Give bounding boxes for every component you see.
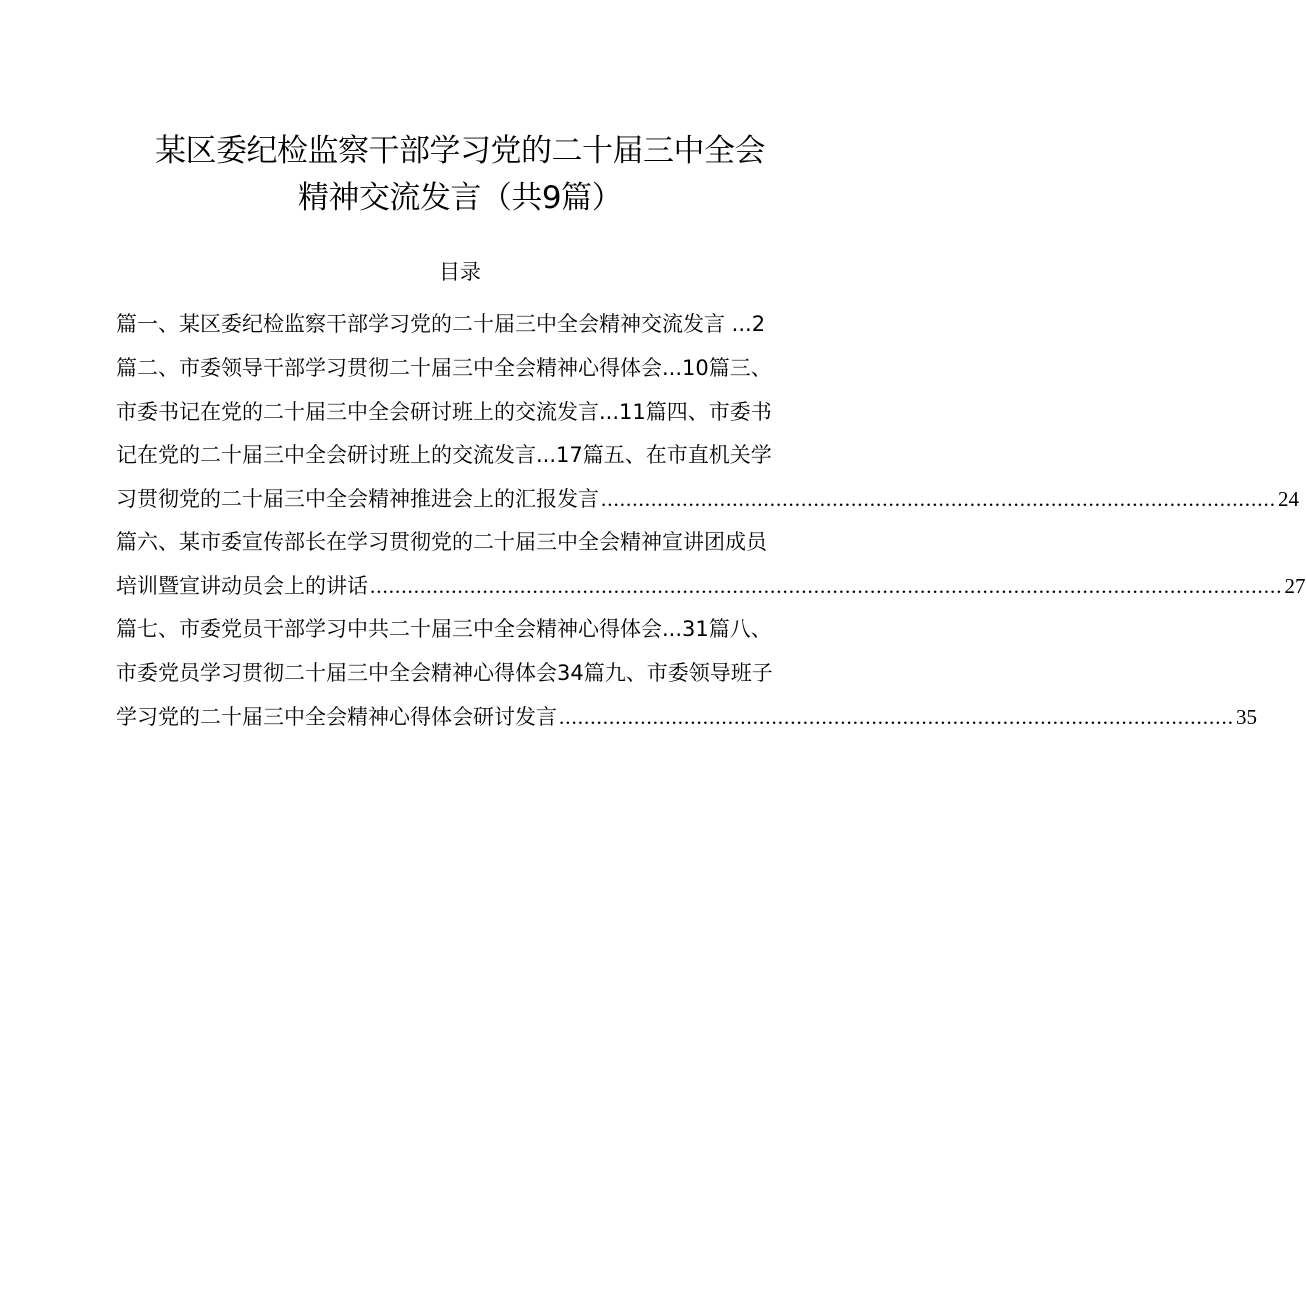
toc-leader-dots: .................................................................................................................................................. — [370, 574, 1283, 598]
toc-page-number: 24 — [1278, 487, 1299, 511]
toc-line-2[interactable]: 篇二、市委领导干部学习贯彻二十届三中全会精神心得体会...10篇三、 — [116, 356, 772, 380]
toc-line-3[interactable]: 市委书记在党的二十届三中全会研讨班上的交流发言...11篇四、市委书 — [116, 400, 772, 424]
toc-line-7-text: 培训暨宣讲动员会上的讲话 — [116, 574, 368, 598]
toc-heading: 目录 — [439, 260, 481, 284]
toc-line-10-text: 学习党的二十届三中全会精神心得体会研讨发言 — [116, 705, 557, 729]
toc-line-9[interactable]: 市委党员学习贯彻二十届三中全会精神心得体会34篇九、市委领导班子 — [116, 661, 773, 685]
toc-leader-dots: ............................................................................................................ — [601, 487, 1276, 511]
toc-line-4[interactable]: 记在党的二十届三中全会研讨班上的交流发言...17篇五、在市直机关学 — [116, 443, 772, 467]
toc-line-5-text: 习贯彻党的二十届三中全会精神推进会上的汇报发言 — [116, 487, 599, 511]
toc-line-1[interactable]: 篇一、某区委纪检监察干部学习党的二十届三中全会精神交流发言 ...2 — [116, 312, 766, 336]
toc-line-10[interactable] — [116, 702, 1257, 732]
toc-leader-dots: ............................................................................................................ — [559, 705, 1234, 729]
toc-page-number: 35 — [1236, 705, 1257, 729]
toc-line-8[interactable]: 篇七、市委党员干部学习中共二十届三中全会精神心得体会...31篇八、 — [116, 617, 772, 641]
document-title-line-2: 精神交流发言（共9篇） — [297, 180, 623, 216]
toc-line-5[interactable] — [116, 484, 1299, 514]
toc-line-7[interactable] — [116, 571, 1306, 601]
toc-line-6[interactable]: 篇六、某市委宣传部长在学习贯彻党的二十届三中全会精神宣讲团成员 — [116, 530, 767, 554]
toc-page-number: 27 — [1284, 574, 1306, 598]
document-title-line-1: 某区委纪检监察干部学习党的二十届三中全会 — [155, 133, 765, 169]
